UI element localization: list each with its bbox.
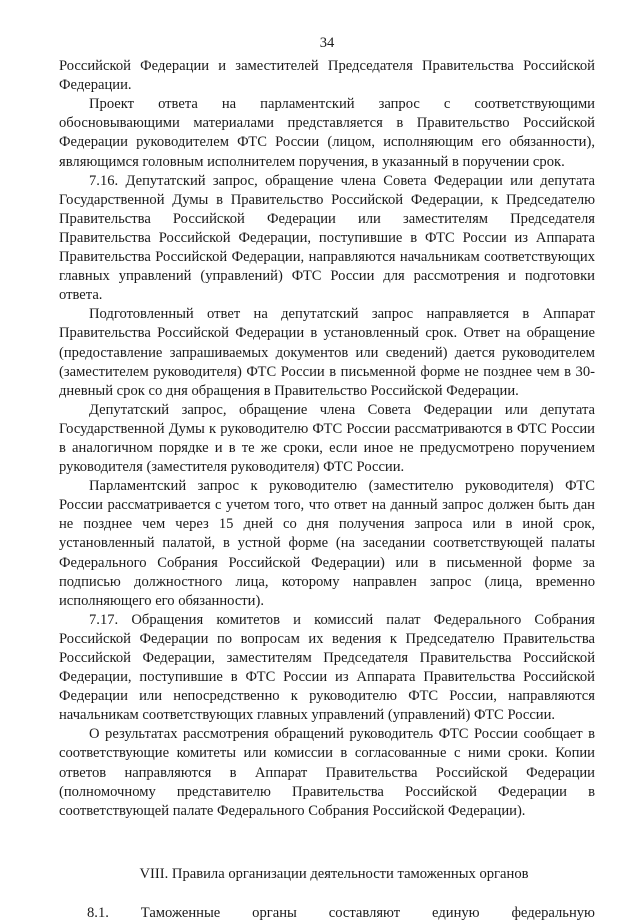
word: составляют [328, 904, 401, 921]
paragraph-deputy-request: Депутатский запрос, обращение члена Совета Федерации или депутата Государственной Думы к руководителю ФТС России рассматриваются в ФТС России в аналогичном порядке и в те же сроки, если иное не предусмотрено поручением руководителя (заместителя руководителя) ФТС России. [59, 401, 595, 476]
clause-number: 8.1. [87, 904, 109, 921]
paragraph-continuation: Российской Федерации и заместителей Председателя Правительства Российской Федерации. [59, 58, 595, 94]
word: Таможенные [140, 904, 221, 921]
paragraph-7-16: 7.16. Депутатский запрос, обращение члена Совета Федерации или депутата Государственной Думы в Правительство Российской Федерации, к Председателю Правительства Российской Федерации или заместителям Председателя Правительства Российской Федерации, поступившие в ФТС России из Аппарата Правительства Российской Федерации, направляются начальникам соответствующих главных управлений (управлений) ФТС России для рассмотрения и подготовки ответа. [59, 172, 595, 304]
word: единую [432, 904, 480, 921]
word: федеральную [511, 904, 595, 921]
paragraph-prepared-response: Подготовленный ответ на депутатский запрос направляется в Аппарат Правительства Российской Федерации в установленный срок. Ответ на обращение (предоставление запрашиваемых документов или сведений) дается руководителем (заместителем руководителя) ФТС России в письменной форме не позднее чем в 30-дневный срок со дня обращения в Правительство Российской Федерации. [59, 306, 595, 399]
paragraph-parliamentary-request: Парламентский запрос к руководителю (заместителю руководителя) ФТС России рассматривается с учетом того, что ответ на данный запрос должен быть дан не позднее чем через 15 дней со дня получения запроса или в иной срок, установленный палатой, в устной форме (на заседании соответствующей палаты Федерального Собрания Российской Федерации) или в письменной форме за подписью должностного лица, которому направлен запрос (лица, временно исполняющего его обязанности). [59, 478, 595, 609]
section-heading-viii: VIII. Правила организации деятельности таможенных органов [139, 865, 529, 882]
page-number: 34 [319, 35, 335, 51]
paragraph-8-1-start [87, 904, 595, 923]
paragraph-review-results: О результатах рассмотрения обращений руководитель ФТС России сообщает в соответствующие комитеты или комиссии в согласованные с ними сроки. Копии ответов направляются в Аппарат Правительства Российской Федерации (полномочному представителю Правительства Российской Федерации в соответствующей палате Федерального Собрания Российской Федерации). [59, 726, 595, 819]
word: органы [252, 904, 297, 921]
document-page [59, 34, 595, 923]
paragraph-draft-response: Проект ответа на парламентский запрос с соответствующими обосновывающими материалами представляется в Правительство Российской Федерации руководителем ФТС России (лицом, исполняющим его обязанности), являющимся головным исполнителем поручения, в указанный в поручении срок. [59, 96, 595, 170]
paragraph-7-17: 7.17. Обращения комитетов и комиссий палат Федерального Собрания Российской Федерации по вопросам их ведения к Председателю Правительства Российской Федерации, заместителям Председателя Правительства Российской Федерации, поступившие в ФТС России из Аппарата Правительства Российской Федерации или непосредственно к руководителю ФТС России, направляются начальникам соответствующих главных управлений (управлений) ФТС России. [59, 611, 595, 724]
